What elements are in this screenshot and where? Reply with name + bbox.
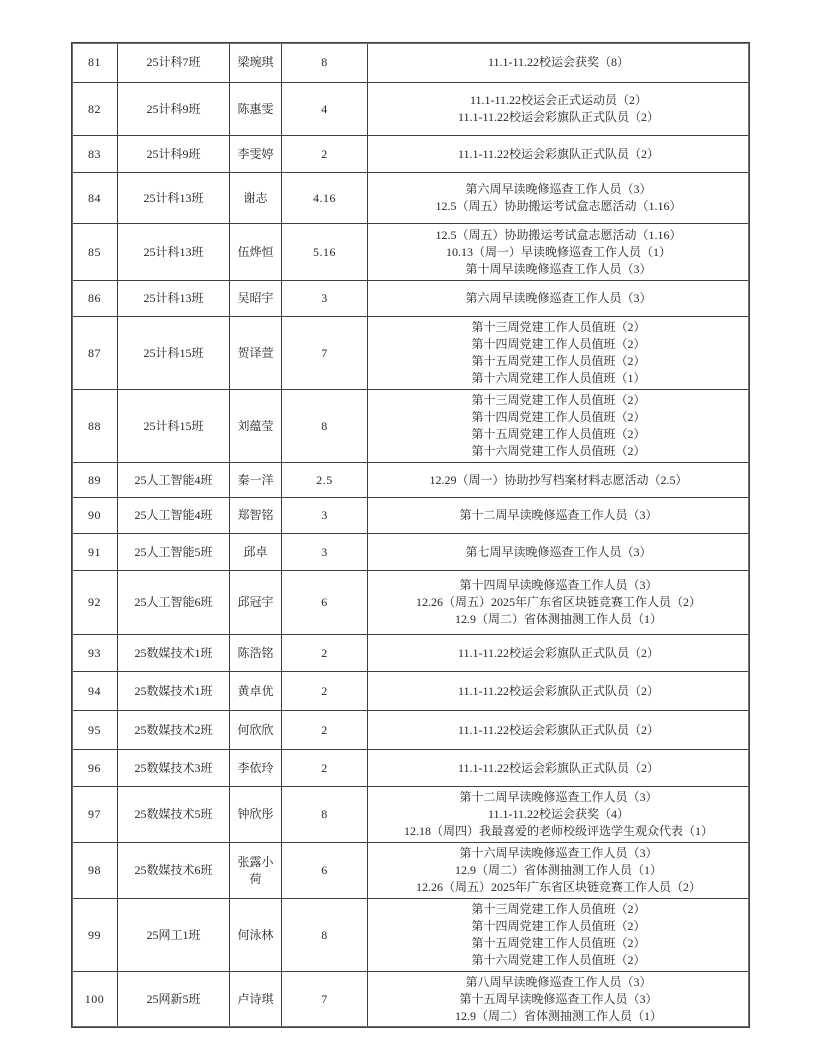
activity-line: 11.1-11.22校运会彩旗队正式队员（2） — [457, 146, 660, 161]
table-row — [72, 390, 750, 463]
table-row — [72, 224, 750, 281]
activity-line: 11.1-11.22校运会彩旗队正式队员（2） — [457, 645, 660, 660]
cell-score: 5.16 — [282, 224, 368, 281]
cell-activities — [368, 317, 750, 390]
activity-line: 11.1-11.22校运会彩旗队正式队员（2） — [457, 760, 660, 775]
cell-row-number: 87 — [72, 317, 118, 390]
cell-activities — [368, 224, 750, 281]
activity-line: 12.9（周二）省体测抽测工作人员（1） — [454, 612, 662, 626]
table-row — [72, 711, 750, 750]
cell-activities — [368, 83, 750, 136]
cell-row-number: 94 — [72, 672, 118, 711]
activity-line: 第十三周党建工作人员值班（2） — [471, 902, 646, 916]
activity-line: 第十四周党建工作人员值班（2） — [471, 919, 646, 933]
activity-line: 第十五周党建工作人员值班（2） — [471, 936, 646, 950]
cell-score: 3 — [282, 498, 368, 534]
cell-class-name: 25人工智能4班 — [118, 498, 230, 534]
cell-activities — [368, 571, 750, 635]
cell-score: 6 — [282, 571, 368, 635]
activity-line: 第十周早读晚修巡查工作人员（3） — [465, 261, 652, 276]
cell-activities — [368, 672, 750, 711]
activity-line: 11.1-11.22校运会彩旗队正式队员（2） — [457, 722, 660, 737]
cell-score: 2 — [282, 672, 368, 711]
cell-score: 3 — [282, 534, 368, 571]
cell-student-name: 卢诗琪 — [230, 972, 282, 1028]
cell-activities — [368, 899, 750, 972]
activity-line: 第十五周早读晚修巡查工作人员（3） — [459, 992, 658, 1006]
cell-class-name: 25计科7班 — [118, 43, 230, 83]
activity-line: 第十五周党建工作人员值班（2） — [471, 354, 646, 368]
cell-score: 4.16 — [282, 173, 368, 224]
cell-score: 8 — [282, 899, 368, 972]
activity-line: 11.1-11.22校运会获奖（8） — [487, 55, 630, 69]
cell-class-name: 25计科9班 — [118, 136, 230, 173]
cell-student-name: 陈惠雯 — [230, 83, 282, 136]
cell-class-name: 25计科15班 — [118, 317, 230, 390]
activity-line: 第十三周党建工作人员值班（2） — [471, 320, 646, 334]
table-row — [72, 463, 750, 498]
cell-score: 2 — [282, 136, 368, 173]
cell-class-name: 25网新5班 — [118, 972, 230, 1028]
cell-class-name: 25网工1班 — [118, 899, 230, 972]
cell-student-name: 何欣欣 — [230, 711, 282, 750]
cell-row-number: 95 — [72, 711, 118, 750]
cell-class-name: 25数媒技术1班 — [118, 635, 230, 672]
activity-line: 第七周早读晚修巡查工作人员（3） — [465, 544, 652, 559]
cell-score: 6 — [282, 843, 368, 899]
cell-row-number: 92 — [72, 571, 118, 635]
activity-line: 第十六周党建工作人员值班（2） — [471, 444, 646, 458]
cell-row-number: 90 — [72, 498, 118, 534]
table-row — [72, 136, 750, 173]
activity-line: 11.1-11.22校运会彩旗队正式队员（2） — [457, 110, 660, 124]
activity-line: 第十六周党建工作人员值班（2） — [471, 953, 646, 967]
cell-activities — [368, 972, 750, 1028]
table-row — [72, 972, 750, 1028]
table-row — [72, 672, 750, 711]
table-row — [72, 571, 750, 635]
activity-line: 第十四周党建工作人员值班（2） — [471, 337, 646, 351]
cell-class-name: 25人工智能4班 — [118, 463, 230, 498]
cell-student-name: 何泳林 — [230, 899, 282, 972]
cell-activities — [368, 843, 750, 899]
cell-class-name: 25计科13班 — [118, 224, 230, 281]
cell-score: 2 — [282, 750, 368, 787]
cell-row-number: 83 — [72, 136, 118, 173]
cell-score: 2.5 — [282, 463, 368, 498]
activity-line: 12.29（周一）协助抄写档案材料志愿活动（2.5） — [429, 472, 688, 487]
activity-line: 12.9（周二）省体测抽测工作人员（1） — [454, 1009, 662, 1023]
cell-activities — [368, 390, 750, 463]
table-row — [72, 43, 750, 83]
cell-activities — [368, 136, 750, 173]
activity-line: 12.5（周五）协助搬运考试盒志愿活动（1.16） — [435, 227, 682, 242]
roster-table-body — [72, 43, 750, 1028]
cell-score: 3 — [282, 281, 368, 317]
cell-row-number: 84 — [72, 173, 118, 224]
activity-line: 11.1-11.22校运会获奖（4） — [487, 807, 630, 821]
cell-student-name: 李依玲 — [230, 750, 282, 787]
cell-student-name: 钟欣彤 — [230, 787, 282, 843]
cell-row-number: 86 — [72, 281, 118, 317]
cell-student-name: 黄卓优 — [230, 672, 282, 711]
cell-student-name: 贺译萱 — [230, 317, 282, 390]
cell-activities — [368, 281, 750, 317]
activity-line: 12.9（周二）省体测抽测工作人员（1） — [454, 863, 662, 877]
table-row — [72, 83, 750, 136]
table-row — [72, 281, 750, 317]
activity-line: 12.18（周四）我最喜爱的老师校级评选学生观众代表（1） — [403, 824, 713, 838]
table-row — [72, 317, 750, 390]
cell-score: 8 — [282, 390, 368, 463]
cell-score: 8 — [282, 787, 368, 843]
activity-line: 第十三周党建工作人员值班（2） — [471, 393, 646, 407]
cell-row-number: 96 — [72, 750, 118, 787]
cell-class-name: 25人工智能5班 — [118, 534, 230, 571]
cell-activities — [368, 635, 750, 672]
cell-score: 4 — [282, 83, 368, 136]
table-row — [72, 750, 750, 787]
table-row — [72, 635, 750, 672]
table-row — [72, 534, 750, 571]
activity-line: 12.26（周五）2025年广东省区块链竞赛工作人员（2） — [415, 880, 701, 894]
cell-row-number: 93 — [72, 635, 118, 672]
table-row — [72, 787, 750, 843]
activity-line: 第十六周党建工作人员值班（1） — [471, 371, 646, 385]
cell-student-name: 李雯婷 — [230, 136, 282, 173]
cell-row-number: 99 — [72, 899, 118, 972]
cell-class-name: 25数媒技术6班 — [118, 843, 230, 899]
cell-row-number: 82 — [72, 83, 118, 136]
table-row — [72, 843, 750, 899]
cell-score: 2 — [282, 711, 368, 750]
cell-student-name: 伍烨恒 — [230, 224, 282, 281]
activity-line: 第六周早读晚修巡查工作人员（3） — [465, 182, 652, 196]
cell-row-number: 85 — [72, 224, 118, 281]
activity-line: 第十二周早读晚修巡查工作人员（3） — [459, 790, 658, 804]
cell-student-name: 陈浩铭 — [230, 635, 282, 672]
activity-line: 12.26（周五）2025年广东省区块链竞赛工作人员（2） — [415, 595, 701, 609]
cell-activities — [368, 711, 750, 750]
cell-score: 7 — [282, 972, 368, 1028]
cell-row-number: 91 — [72, 534, 118, 571]
activity-line: 12.5（周五）协助搬运考试盒志愿活动（1.16） — [435, 199, 682, 213]
cell-class-name: 25数媒技术1班 — [118, 672, 230, 711]
cell-student-name: 邱卓 — [230, 534, 282, 571]
activity-line: 第八周早读晚修巡查工作人员（3） — [465, 975, 652, 989]
cell-class-name: 25计科13班 — [118, 173, 230, 224]
cell-row-number: 97 — [72, 787, 118, 843]
table-row — [72, 899, 750, 972]
cell-score: 2 — [282, 635, 368, 672]
cell-activities — [368, 173, 750, 224]
cell-row-number: 81 — [72, 43, 118, 83]
cell-row-number: 98 — [72, 843, 118, 899]
activity-line: 第十四周早读晚修巡查工作人员（3） — [459, 578, 658, 592]
cell-student-name: 吴昭宇 — [230, 281, 282, 317]
cell-score: 7 — [282, 317, 368, 390]
activity-line: 第十四周党建工作人员值班（2） — [471, 410, 646, 424]
cell-class-name: 25数媒技术2班 — [118, 711, 230, 750]
cell-student-name: 梁琬琪 — [230, 43, 282, 83]
cell-class-name: 25人工智能6班 — [118, 571, 230, 635]
cell-activities — [368, 787, 750, 843]
cell-student-name: 郑智铭 — [230, 498, 282, 534]
activity-line: 第六周早读晚修巡查工作人员（3） — [465, 291, 652, 305]
cell-class-name: 25计科15班 — [118, 390, 230, 463]
cell-row-number: 89 — [72, 463, 118, 498]
cell-student-name: 张露小荷 — [230, 843, 282, 899]
activity-line: 11.1-11.22校运会正式运动员（2） — [469, 93, 648, 107]
activity-line: 10.13（周一）早读晚修巡查工作人员（1） — [445, 244, 671, 259]
cell-student-name: 谢志 — [230, 173, 282, 224]
cell-activities — [368, 43, 750, 83]
student-score-table — [71, 42, 750, 1028]
activity-line: 第十六周早读晚修巡查工作人员（3） — [459, 846, 658, 860]
activity-line: 11.1-11.22校运会彩旗队正式队员（2） — [457, 683, 660, 698]
cell-row-number: 100 — [72, 972, 118, 1028]
cell-student-name: 刘蕴莹 — [230, 390, 282, 463]
cell-class-name: 25数媒技术3班 — [118, 750, 230, 787]
cell-activities — [368, 498, 750, 534]
cell-class-name: 25计科9班 — [118, 83, 230, 136]
table-row — [72, 498, 750, 534]
cell-student-name: 邱冠宇 — [230, 571, 282, 635]
activity-line: 第十二周早读晚修巡查工作人员（3） — [459, 508, 658, 522]
table-row — [72, 173, 750, 224]
cell-activities — [368, 463, 750, 498]
cell-activities — [368, 750, 750, 787]
cell-class-name: 25计科13班 — [118, 281, 230, 317]
cell-student-name: 秦一洋 — [230, 463, 282, 498]
cell-class-name: 25数媒技术5班 — [118, 787, 230, 843]
activity-line: 第十五周党建工作人员值班（2） — [471, 427, 646, 441]
cell-activities — [368, 534, 750, 571]
cell-score: 8 — [282, 43, 368, 83]
cell-row-number: 88 — [72, 390, 118, 463]
